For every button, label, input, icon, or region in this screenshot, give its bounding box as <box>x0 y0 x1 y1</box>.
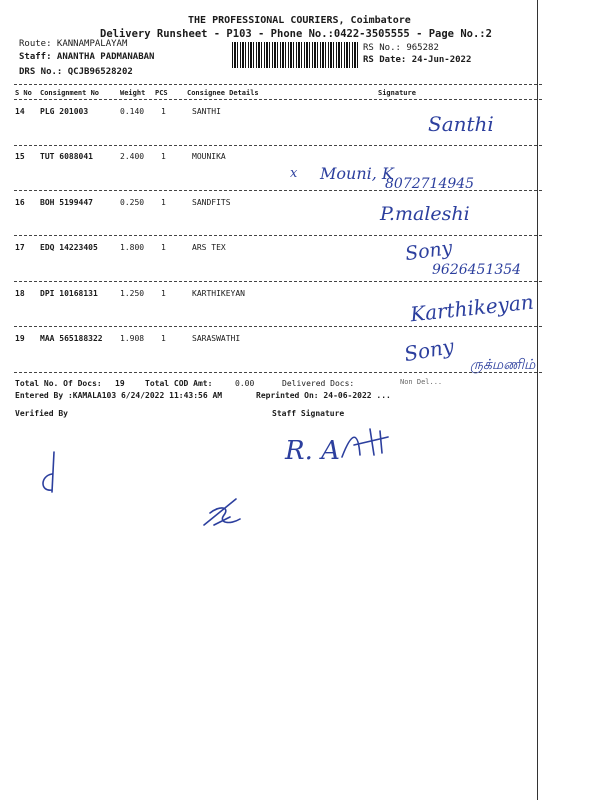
signature-row-16: P.maleshi <box>380 203 470 225</box>
rs-number: RS No.: 965282 <box>363 43 439 53</box>
row-sno: 19 <box>15 334 25 343</box>
staff-signature-ink: R. A <box>285 436 340 466</box>
handwritten-extra-row-19: ருக்மணிம் <box>470 357 536 373</box>
staff-signature-label: Staff Signature <box>272 409 345 418</box>
row-consignment: TUT 6088041 <box>40 152 93 161</box>
row-pcs: 1 <box>161 107 166 116</box>
col-signature: Signature <box>378 89 416 97</box>
row-sno: 14 <box>15 107 25 116</box>
row-consignment: DPI 10168131 <box>40 289 98 298</box>
row-consignee: SANDFITS <box>192 198 231 207</box>
row-pcs: 1 <box>161 198 166 207</box>
total-docs-label: Total No. Of Docs: <box>15 379 102 388</box>
row-weight: 0.140 <box>120 107 145 116</box>
row-consignee: MOUNIKA <box>192 152 226 161</box>
col-sno: S No <box>15 89 32 97</box>
col-consignment: Consignment No <box>40 89 100 97</box>
handwritten-mark: x <box>290 166 298 181</box>
header-rule-bottom <box>14 99 542 100</box>
row-pcs: 1 <box>161 334 166 343</box>
delivered-docs-label: Delivered Docs: <box>282 379 355 388</box>
col-pcs: PCS <box>155 89 168 97</box>
signature-row-17: Sony <box>403 236 454 266</box>
staff-label: Staff: ANANTHA PADMANABAN <box>19 52 155 62</box>
row-divider <box>14 235 542 236</box>
row-consignment: BOH 5199447 <box>40 198 93 207</box>
row-consignee: SARASWATHI <box>192 334 241 343</box>
handwritten-name-row-15: Mouni, K <box>320 164 394 183</box>
drs-number: DRS No.: QCJB96528202 <box>19 67 133 77</box>
reprinted-on: Reprinted On: 24-06-2022 ... <box>256 391 391 400</box>
row-consignee: KARTHIKEYAN <box>192 289 245 298</box>
row-pcs: 1 <box>161 243 166 252</box>
row-sno: 16 <box>15 198 25 207</box>
row-consignee: SANTHI <box>192 107 221 116</box>
row-consignee: ARS TEX <box>192 243 226 252</box>
verifier-signature-mark <box>200 495 245 530</box>
row-consignment: EDQ 14223405 <box>40 243 98 252</box>
total-cod-value: 0.00 <box>235 379 255 388</box>
row-weight: 1.908 <box>120 334 145 343</box>
row-sno: 15 <box>15 152 25 161</box>
col-consignee: Consignee Details <box>187 89 259 97</box>
row-pcs: 1 <box>161 152 166 161</box>
runsheet-title: Delivery Runsheet - P103 - Phone No.:0422-3505555 - Page No.:2 <box>100 28 492 40</box>
barcode <box>232 42 360 68</box>
row-sno: 18 <box>15 289 25 298</box>
signature-row-19: Sony <box>402 333 456 367</box>
route-label: Route: KANNAMPALAYAM <box>19 39 128 49</box>
row-sno: 17 <box>15 243 25 252</box>
non-delivered-label: Non Del... <box>400 378 443 386</box>
row-weight: 0.250 <box>120 198 145 207</box>
col-weight: Weight <box>120 89 146 97</box>
row-consignment: PLG 201003 <box>40 107 89 116</box>
row-divider <box>14 372 542 373</box>
rs-date: RS Date: 24-Jun-2022 <box>363 55 472 65</box>
page-edge-line <box>537 0 538 800</box>
row-weight: 2.400 <box>120 152 145 161</box>
row-divider <box>14 145 542 146</box>
total-cod-label: Total COD Amt: <box>145 379 213 388</box>
row-pcs: 1 <box>161 289 166 298</box>
total-docs-value: 19 <box>115 379 125 388</box>
staff-signature-flourish <box>340 425 400 465</box>
header-rule-top <box>14 84 542 85</box>
row-consignment: MAA 565188322 <box>40 334 103 343</box>
handwritten-phone-row-15: 8072714945 <box>385 176 475 192</box>
signature-row-18: Karthikeyan <box>409 289 535 327</box>
verifier-initial-mark <box>36 448 66 498</box>
row-divider <box>14 326 542 327</box>
row-weight: 1.250 <box>120 289 145 298</box>
row-weight: 1.800 <box>120 243 145 252</box>
entered-by: Entered By :KAMALA103 6/24/2022 11:43:56 AM <box>15 391 223 400</box>
signature-row-14: Santhi <box>428 112 494 136</box>
row-divider <box>14 281 542 282</box>
verified-by-label: Verified By <box>15 409 68 418</box>
company-title: THE PROFESSIONAL COURIERS, Coimbatore <box>188 15 411 26</box>
handwritten-phone-row-17: 9626451354 <box>432 262 522 278</box>
